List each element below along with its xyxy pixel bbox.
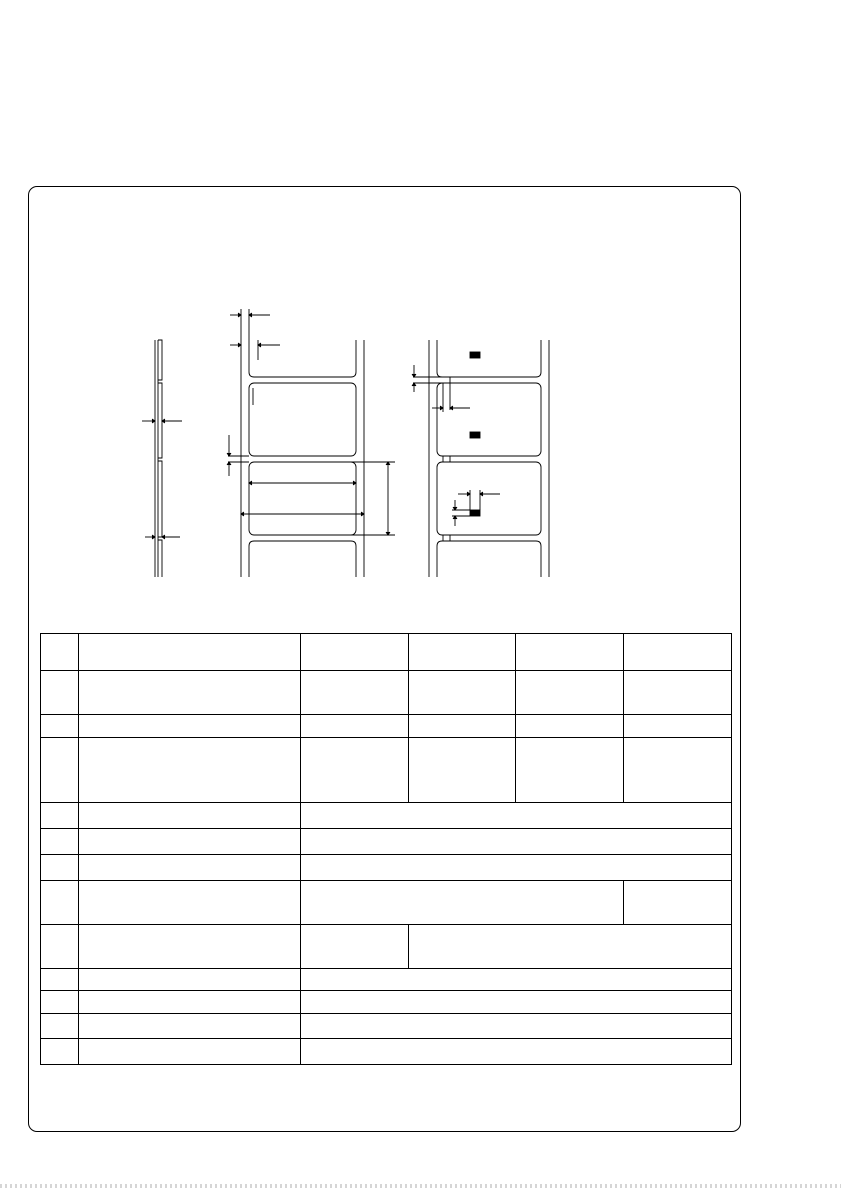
table-cell (41, 738, 79, 803)
table-cell (301, 855, 732, 881)
table-row (41, 634, 732, 671)
table-cell (41, 829, 79, 855)
table-cell (79, 991, 301, 1014)
table-cell (624, 634, 732, 671)
table-row (41, 829, 732, 855)
table-cell (41, 925, 79, 969)
table-cell (516, 634, 624, 671)
table-cell (301, 634, 409, 671)
table-cell (79, 803, 301, 829)
table-cell (409, 671, 516, 715)
table-cell (409, 715, 516, 738)
table-cell (41, 991, 79, 1014)
side-view (142, 340, 182, 577)
table-row (41, 671, 732, 715)
table-cell (301, 969, 732, 991)
table-cell (301, 803, 732, 829)
table-cell (79, 925, 301, 969)
table-row (41, 925, 732, 969)
table-cell (79, 969, 301, 991)
table-cell (624, 671, 732, 715)
table-cell (79, 1039, 301, 1065)
table-cell (301, 671, 409, 715)
table-cell (516, 738, 624, 803)
table-row (41, 738, 732, 803)
table-row (41, 991, 732, 1014)
table-cell (79, 1014, 301, 1039)
table-cell (624, 738, 732, 803)
table-cell (409, 738, 516, 803)
table-cell (301, 1014, 732, 1039)
table-cell (301, 881, 624, 925)
table-cell (79, 738, 301, 803)
table-cell (41, 1039, 79, 1065)
table-cell (41, 1014, 79, 1039)
table-cell (41, 634, 79, 671)
table-cell (41, 969, 79, 991)
table-row (41, 855, 732, 881)
specification-table (40, 633, 732, 1065)
scan-artifact-strip (0, 1184, 841, 1188)
table-cell (41, 855, 79, 881)
table-cell (79, 634, 301, 671)
table-cell (409, 925, 732, 969)
table-cell (79, 881, 301, 925)
table-cell (301, 829, 732, 855)
table-cell (41, 881, 79, 925)
table-cell (624, 715, 732, 738)
table-cell (301, 1039, 732, 1065)
table-row (41, 1039, 732, 1065)
table-cell (79, 715, 301, 738)
table-row (41, 881, 732, 925)
black-mark-view (412, 340, 549, 577)
table-cell (624, 881, 732, 925)
table-cell (301, 715, 409, 738)
table-cell (301, 991, 732, 1014)
table-cell (41, 803, 79, 829)
table-cell (79, 855, 301, 881)
table-cell (516, 715, 624, 738)
table-row (41, 803, 732, 829)
table-row (41, 715, 732, 738)
table-cell (301, 925, 409, 969)
table-row (41, 969, 732, 991)
table-cell (409, 634, 516, 671)
table-cell (79, 671, 301, 715)
table-cell (79, 829, 301, 855)
table-row (41, 1014, 732, 1039)
table-cell (41, 671, 79, 715)
table-cell (41, 715, 79, 738)
label-face-view (227, 309, 395, 577)
table-cell (516, 671, 624, 715)
table-cell (301, 738, 409, 803)
